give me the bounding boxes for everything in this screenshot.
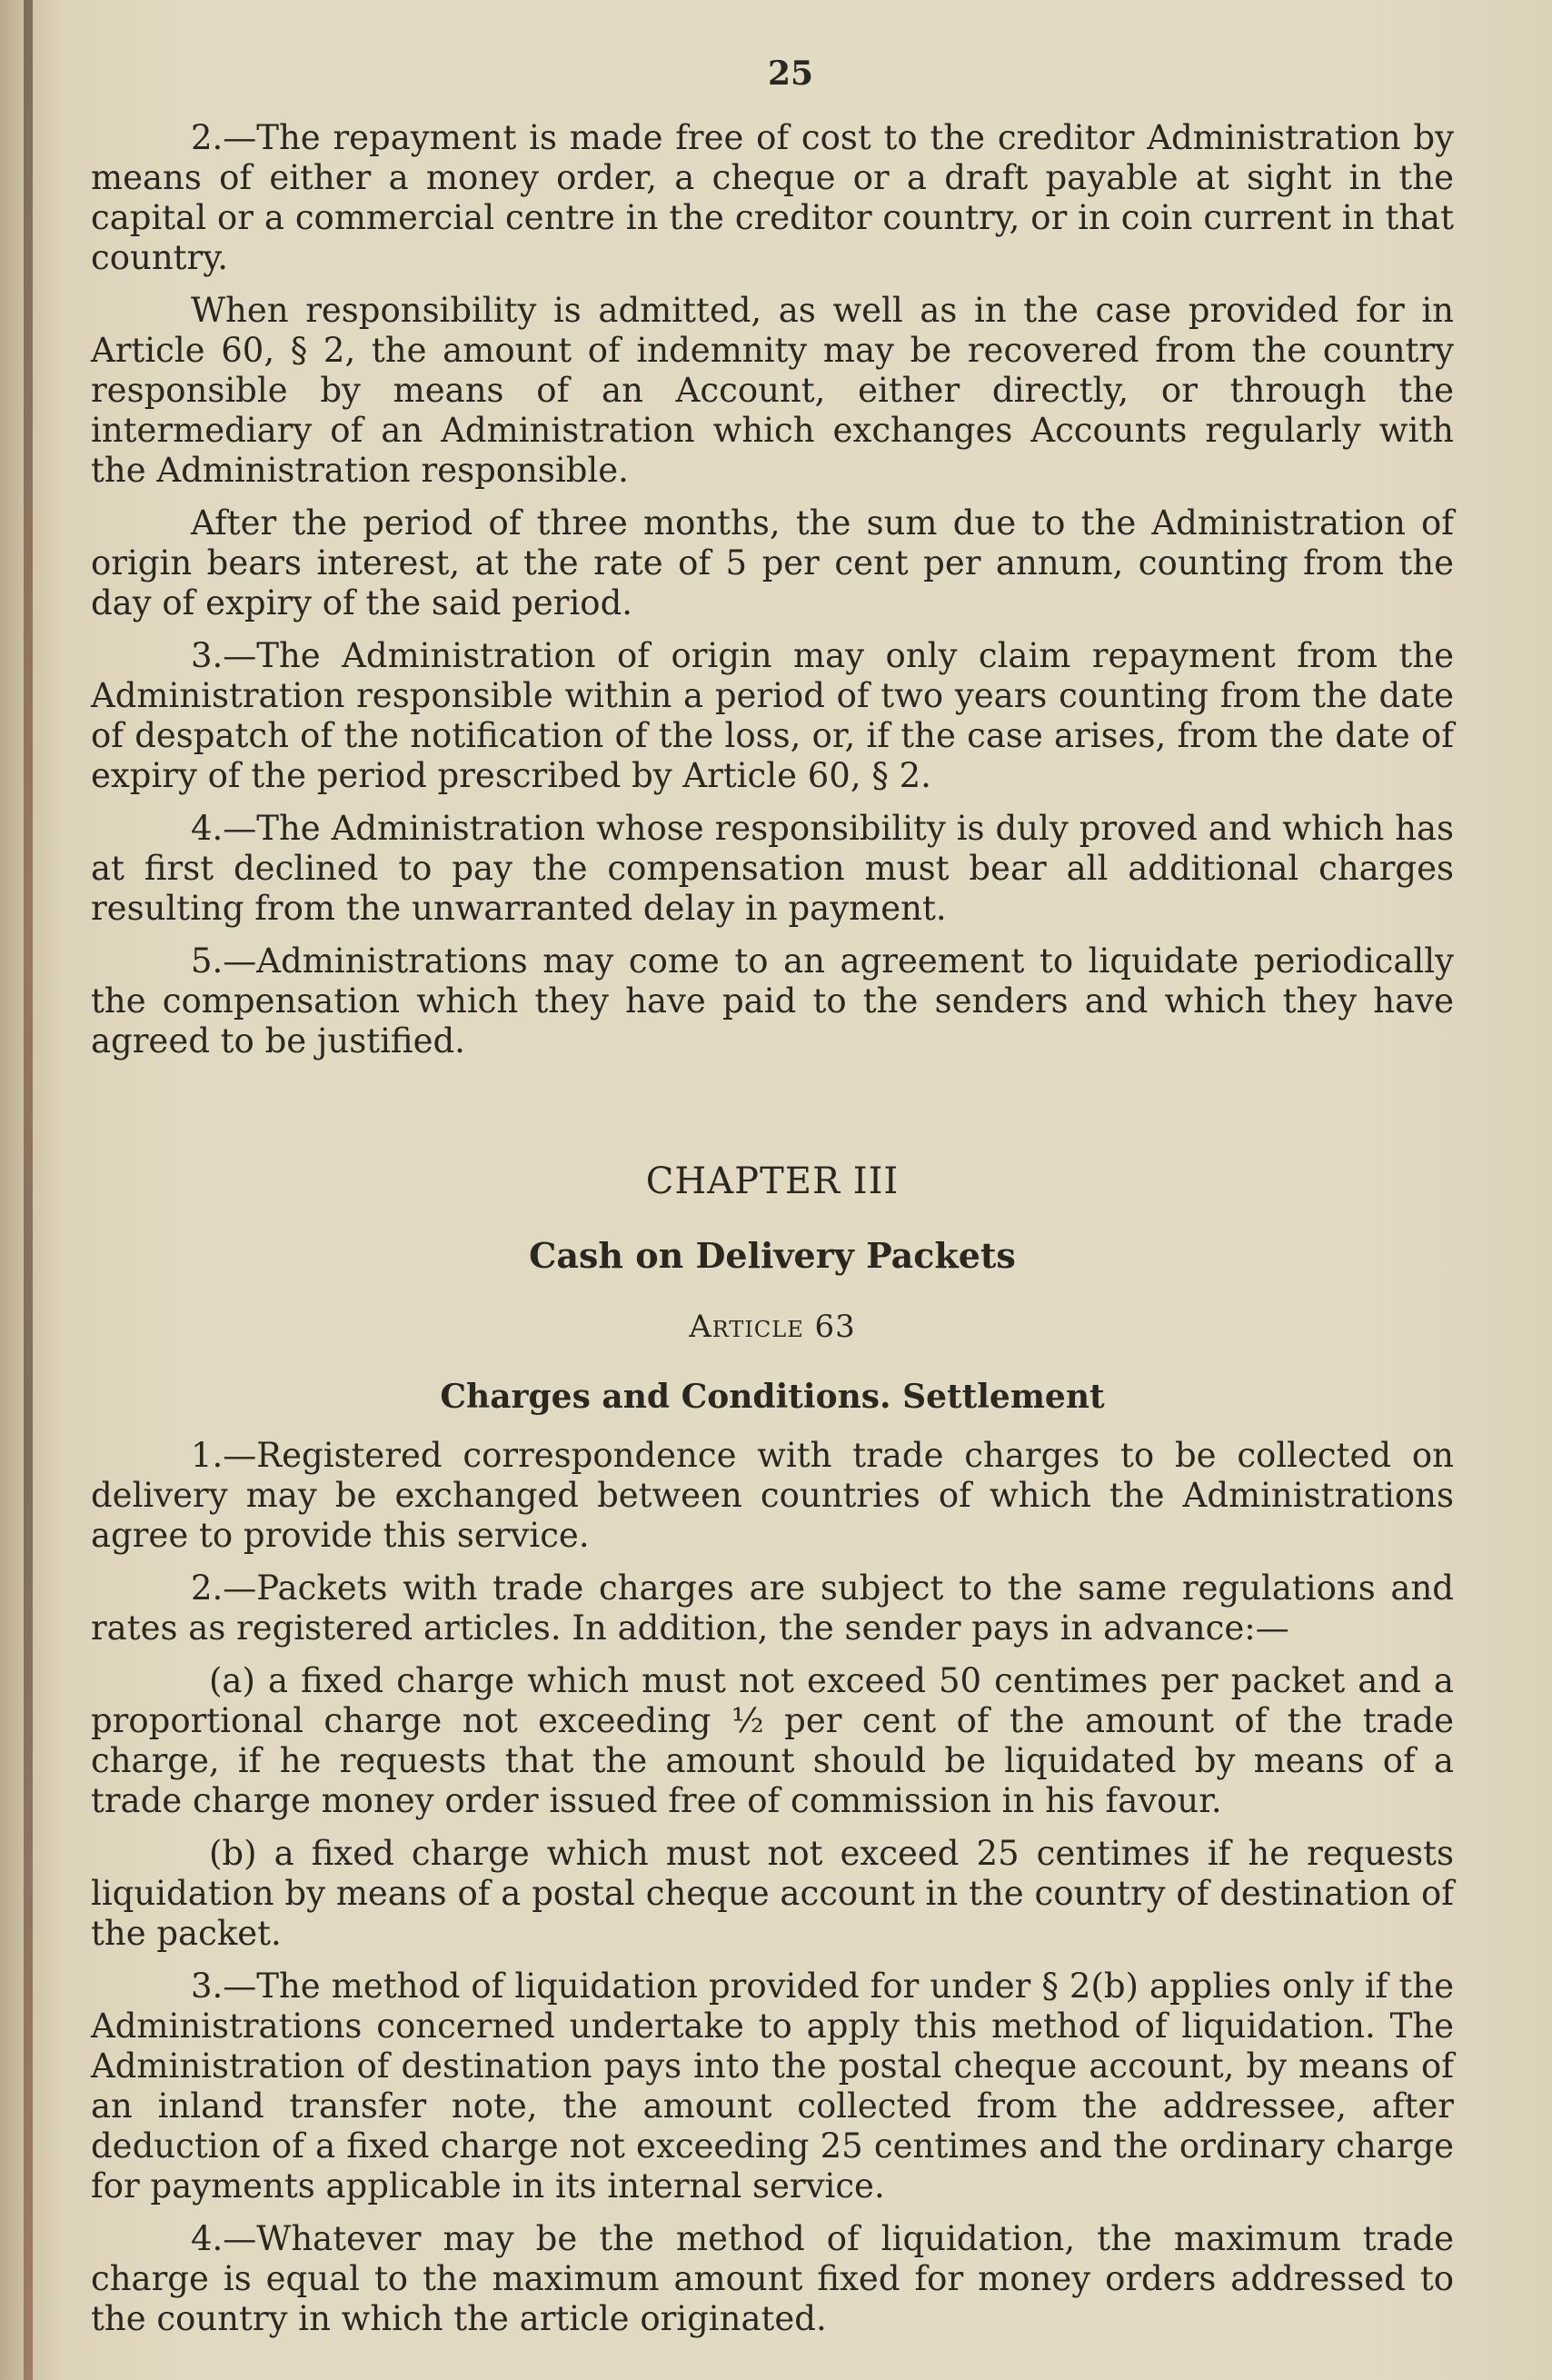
book-gutter [24, 0, 33, 2380]
paragraph-interest: After the period of three months, the sum due to the Administration of origin bears interest, at the rate of 5 per cent per annum, counting from the day of expiry of the said period. [91, 503, 1454, 622]
article-number: Article 63 [689, 1309, 856, 1345]
paragraph-registered-correspondence: 1.—Registered correspondence with trade charges to be collected on delivery may be exchanged between countries of which the Administrations agree to provide this service. [91, 1436, 1454, 1555]
chapter-subtitle: Cash on Delivery Packets [529, 1235, 1016, 1276]
article-title: Charges and Conditions. Settlement [440, 1378, 1105, 1416]
paragraph-periodic-liquidation: 5.—Administrations may come to an agreement to liquidate periodically the compensation which they have paid to the senders and which they have agreed to be justified. [91, 941, 1454, 1061]
paragraph-responsibility-admitted: When responsibility is admitted, as well as in the case provided for in Article 60, § 2, the amount of indemnity may be recovered from the country responsible by means of an Account, either directly, or through the intermediary of an Administration which exchanges Accounts regularly with the Administration responsible. [91, 291, 1454, 490]
paragraph-repayment: 2.—The repayment is made free of cost to the creditor Administration by means of either a money order, a cheque or a draft payable at sight in the capital or a commercial centre in the creditor country, or in coin current in that country. [91, 118, 1454, 277]
paragraph-regulations-rates: 2.—Packets with trade charges are subject to the same regulations and rates as registered articles. In addition, the sender pays in advance:— [91, 1568, 1454, 1648]
paragraph-claim-period: 3.—The Administration of origin may only claim repayment from the Administration responsible within a period of two years counting from the date of despatch of the notification of the loss, or, if the case arises, from the date of expiry of the period prescribed by Article 60, § 2. [91, 636, 1454, 795]
page-number: 25 [767, 55, 814, 93]
section-spacer [91, 1074, 1454, 1160]
chapter-title: CHAPTER III [645, 1160, 900, 1202]
paragraph-fixed-charge-a: (a) a fixed charge which must not exceed 50 centimes per packet and a proportional charge not exceeding ½ per cent of the amount of the trade charge, if he requests that the amount should be liquidated by means of a trade charge money order issued free of commission in his favour. [91, 1661, 1454, 1820]
paragraph-additional-charges: 4.—The Administration whose responsibility is duly proved and which has at first declined to pay the compensation must bear all additional charges resulting from the unwarranted delay in payment. [91, 809, 1454, 928]
paragraph-liquidation-method: 3.—The method of liquidation provided for under § 2(b) applies only if the Administrations concerned undertake to apply this method of liquidation. The Administration of destination pays into the postal cheque account, by means of an inland transfer note, the amount collected from the addressee, after deduction of a fixed charge not exceeding 25 centimes and the ordinary charge for payments applicable in its internal service. [91, 1967, 1454, 2206]
paragraph-maximum-trade-charge: 4.—Whatever may be the method of liquidation, the maximum trade charge is equal to the maximum amount fixed for money orders addressed to the country in which the article originated. [91, 2219, 1454, 2338]
paragraph-fixed-charge-b: (b) a fixed charge which must not exceed 25 centimes if he requests liquidation by means of a postal cheque account in the country of destination of the packet. [91, 1834, 1454, 1953]
page-content [91, 55, 1454, 2352]
